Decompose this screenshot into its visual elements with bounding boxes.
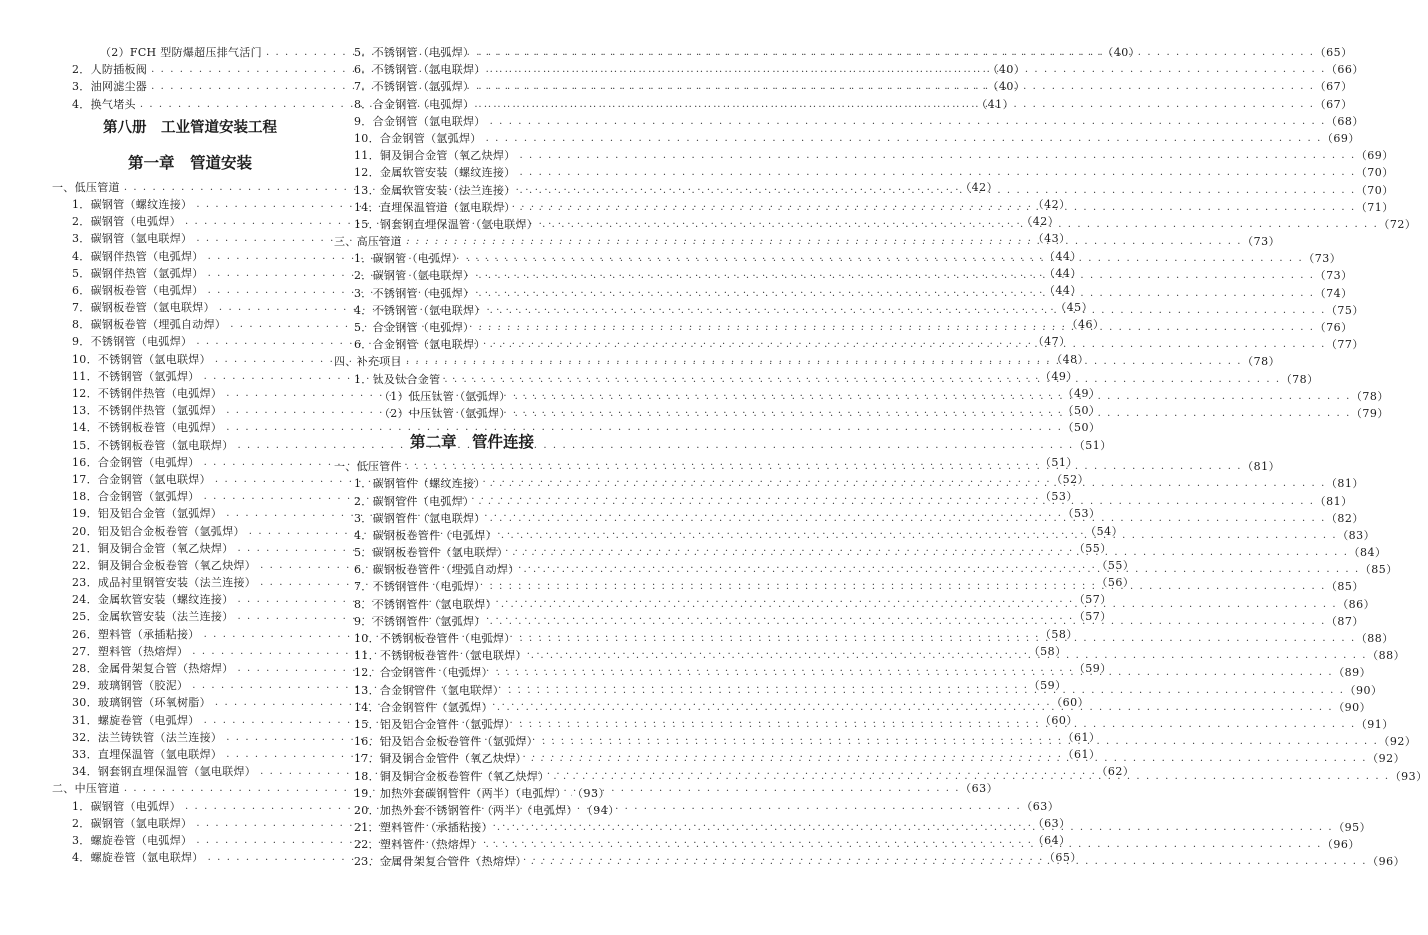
toc-entry-page: （78） [1280,372,1319,386]
toc-entry-page: （79） [1350,406,1389,420]
toc-dot-leader [520,182,1356,199]
toc-entry-label: 13．合金钢管件（氩电联焊） [354,683,505,697]
toc-entry-label: （2）FCH 型防爆超压排气活门 [100,46,262,59]
toc-dot-leader [520,164,1356,181]
toc-dot-leader [490,613,1326,630]
toc-entry [334,130,1360,147]
toc-entry-page: （41） [976,97,1015,111]
toc-entry-page: （65） [1043,851,1082,865]
toc-entry-page: （59） [1073,662,1112,675]
part-heading: 第八册 工业管道安装工程 [103,119,277,136]
toc-entry-page: （53） [1062,507,1101,521]
toc-entry-page: （55） [1073,541,1112,555]
toc-entry-page: （81） [1242,460,1281,474]
toc-entry [334,785,610,802]
toc-entry-label: 6．碳钢板卷管（电弧焊） [72,283,204,297]
toc-entry-label: 29．玻璃钢管（胶泥） [72,679,189,693]
toc-entry-page: （72） [1378,217,1417,231]
toc-dot-leader [490,113,1326,130]
toc-entry-label: 4．碳钢伴热管（电弧焊） [72,249,204,263]
toc-entry-label: 3．不锈钢管（电弧焊） [354,286,475,300]
toc-entry-page: （85） [1359,563,1398,577]
toc-entry-label: 7．不锈钢管件（电弧焊） [354,580,486,594]
toc-entry-page: （90） [1344,683,1383,697]
toc-entry-label: 20．加热外套不锈钢管件（两半）（电弧焊） [354,803,578,817]
toc-entry-page: （84） [1348,546,1387,560]
toc-entry-label: 11．铜及铜合金管（氧乙炔焊） [354,149,516,163]
toc-entry-label: 10．不锈钢管（氩电联焊） [72,352,211,366]
toc-entry-page: （40） [987,80,1026,94]
toc-entry-page: （67） [1314,97,1353,111]
toc-entry-page: （83） [1337,528,1376,542]
toc-entry-page: （42） [960,180,999,194]
toc-entry-label: 6．合金钢管（氩电联焊） [354,338,486,352]
toc-entry-label: 14．合金钢管件（氩弧焊） [354,700,493,714]
toc-entry-page: （55） [1096,558,1135,572]
toc-entry [334,802,620,819]
toc-dot-leader [515,388,1351,405]
chapter-heading: 第二章 管件连接 [409,433,534,452]
toc-entry-page: （85） [1325,580,1364,594]
toc-entry-page: （69） [1321,131,1360,145]
toc-entry-page: （43） [1032,232,1071,246]
toc-entry-page: （92） [1378,735,1417,749]
toc-entry [334,164,1394,181]
toc-entry-page: （90） [1333,700,1372,714]
toc-entry-page: （63） [960,782,999,796]
toc-entry-label: 5．合金钢管（电弧焊） [354,321,475,334]
toc-entry-label: 三、高压管道 [334,235,402,249]
toc-entry-page: （95） [1333,821,1372,835]
toc-entry-label: 1．碳钢管件（螺纹连接） [354,477,486,491]
toc-entry-page: （93） [572,786,610,800]
toc-entry-page: （60） [1051,696,1090,710]
toc-entry-label: 9．不锈钢管（电弧焊） [72,335,193,349]
toc-entry-label: 21．铜及铜合金管（氧乙炔焊） [72,541,234,555]
chapter-heading: 第一章 管道安装 [127,153,252,172]
toc-dot-leader [508,682,1344,699]
toc-dot-leader [542,733,1378,750]
toc-entry-page: （82） [1325,511,1364,525]
toc-entry-label: 25．金属软管安装（法兰连接） [72,610,234,624]
toc-entry-label: （1）低压钛管（氩弧焊） [379,389,511,403]
toc-entry-label: 7．碳钢板卷管（氩电联焊） [72,301,215,315]
toc-entry-page: （88） [1355,632,1394,645]
toc-entry-page: （78） [1242,355,1281,369]
toc-entry-label: 4．碳钢板卷管件（电弧焊） [354,528,497,542]
toc-dot-leader [490,510,1326,527]
toc-entry-page: （46） [1066,318,1105,332]
toc-entry-label: 12．不锈钢伴热管（电弧焊） [72,387,223,400]
toc-entry-label: 22．铜及铜合金板卷管（氧乙炔焊） [72,558,257,572]
toc-entry-label: 20．铝及铝合金板卷管（氩弧焊） [72,524,245,538]
toc-dot-leader [512,544,1348,561]
toc-entry-page: （69） [1355,149,1394,163]
toc-entry-label: 9．不锈钢管件（氩弧焊） [354,614,486,628]
toc-entry-label: 19．加热外套碳钢管件（两半）（电弧焊） [354,786,567,800]
toc-entry-label: 12．合金钢管件（电弧焊） [354,666,493,680]
toc-entry-label: 18．铜及铜合金板卷管件（氧乙炔焊） [354,769,550,783]
toc-entry-label: 5．不锈钢管（电弧焊） [354,46,475,59]
toc-entry-page: （51） [1073,438,1112,452]
toc-entry-page: （73） [1314,269,1353,283]
toc-entry-label: 21．塑料管件（承插粘接） [354,821,493,835]
toc-dot-leader [531,853,1367,870]
toc-entry-label: （2）中压钛管（氩弧焊） [379,406,511,420]
toc-dot-leader [486,836,1322,853]
toc-entry-page: （57） [1073,593,1112,607]
toc-entry-label: 13．不锈钢伴热管（氩弧焊） [72,404,223,418]
toc-entry-label: 12．金属软管安装（螺纹连接） [354,166,516,180]
toc-dot-leader [406,458,1242,475]
toc-entry-label: 17．合金钢管（氩电联焊） [72,472,211,486]
toc-entry-page: （50） [1062,421,1101,435]
toc-entry-page: （73） [1242,235,1281,249]
toc-entry-page: （45） [1055,301,1094,315]
toc-entry-label: 23．金属骨架复合管件（热熔焊） [354,855,527,869]
toc-entry [334,113,1364,130]
toc-entry-page: （61） [1062,747,1101,761]
toc-dot-leader [490,302,1326,319]
toc-entry-label: 1．钛及钛合金管 [354,372,441,386]
toc-entry-label: 13．金属软管安装（法兰连接） [354,183,516,197]
toc-entry [52,419,1101,436]
toc-entry-label: 28．金属骨架复合管（热熔焊） [72,662,234,675]
toc-dot-leader [520,199,1356,216]
toc-dot-leader [406,233,1242,250]
toc-dot-leader [444,371,1280,388]
toc-entry-label: 18．合金钢管（氩弧焊） [72,490,200,504]
toc-entry-label: 2．碳钢管（氩电联焊） [72,816,193,830]
toc-dot-leader [490,475,1326,492]
toc-entry-label: 11．不锈钢板卷管件（氩电联焊） [354,649,527,663]
toc-entry-label: 17．铜及铜合金管件（氧乙炔焊） [354,752,527,766]
toc-entry-label: 22．塑料管件（热熔焊） [354,838,482,852]
toc-entry-label: 2．碳钢管件（电弧焊） [354,494,475,508]
toc-dot-leader [478,78,1314,95]
toc-entry-label: 二、中压管道 [52,782,120,796]
toc-entry-page: （88） [1367,649,1406,663]
toc-entry-label: 34．钢套钢直埋保温管（氩电联焊） [72,765,257,779]
toc-entry-label: 4．换气堵头 [72,97,136,111]
toc-entry-label: 一、低压管件 [334,460,402,474]
toc-entry-label: 8．碳钢板卷管（埋弧自动焊） [72,318,227,332]
toc-entry-page: （96） [1321,838,1360,852]
toc-entry-label: 2．碳钢管（电弧焊） [72,215,181,229]
toc-entry-label: 8．合金钢管（电弧焊） [354,97,475,111]
toc-entry-page: （44） [1043,266,1082,280]
toc-entry-label: 14．直埋保温管道（氩电联焊） [354,200,516,214]
toc-entry-page: （67） [1314,80,1353,94]
toc-entry-label: 1．碳钢管（螺纹连接） [72,197,193,211]
toc-entry-label: 33．直埋保温管（氩电联焊） [72,747,223,761]
toc-dot-leader [531,647,1367,664]
toc-entry-page: （74） [1314,286,1353,300]
toc-entry-page: （51） [1039,455,1078,469]
toc-dot-leader [515,405,1351,422]
toc-entry-page: （56） [1096,576,1135,590]
toc-entry-page: （66） [1325,63,1364,77]
toc-entry-page: （42） [1021,215,1060,229]
toc-dot-leader [520,147,1356,164]
toc-entry-page: （40） [1102,46,1141,59]
toc-entry-page: （40） [987,63,1026,77]
toc-entry-label: 3．螺旋卷管（电弧焊） [72,833,193,847]
toc-entry-page: （50） [1062,404,1101,418]
toc-entry-page: （65） [1314,46,1353,59]
toc-entry-label: 1．碳钢管（电弧焊） [72,799,181,813]
toc-entry-label: 11．不锈钢管（氩弧焊） [72,369,200,383]
toc-entry-label: 3．碳钢管件（氩电联焊） [354,511,486,525]
toc-dot-leader [478,285,1314,302]
toc-entry-page: （58） [1028,644,1067,658]
toc-entry-label: 一、低压管道 [52,180,120,194]
toc-dot-leader [490,578,1326,595]
toc-entry-label: 19．铝及铝合金管（氩弧焊） [72,507,223,521]
toc-entry-page: （49） [1062,387,1101,400]
toc-entry-label: 10．合金钢管（氩弧焊） [354,131,482,145]
toc-entry-page: （92） [1367,752,1406,766]
toc-entry-page: （87） [1325,614,1364,628]
toc-entry-page: （54） [1085,524,1124,538]
toc-entry-page: （52） [1051,472,1090,486]
toc-entry-label: 四、补充项目 [334,355,402,369]
toc-entry-page: （71） [1355,200,1394,214]
toc-dot-leader [524,561,1360,578]
toc-entry-label: 5．碳钢板卷管件（氩电联焊） [354,546,509,560]
toc-dot-leader [478,267,1314,284]
toc-dot-leader [497,699,1333,716]
toc-dot-leader [531,750,1367,767]
toc-entry-label: 16．合金钢管（电弧焊） [72,455,200,469]
toc-entry-page: （47） [1032,335,1071,349]
toc-entry-label: 23．成品衬里钢管安装（法兰连接） [72,576,257,590]
toc-entry-label: 3．碳钢管（氩电联焊） [72,232,193,246]
toc-entry-label: 30．玻璃钢管（环氧树脂） [72,696,211,710]
toc-entry-label: 27．塑料管（热熔焊） [72,644,189,658]
toc-entry-page: （44） [1043,249,1082,263]
toc-entry-label: 32．法兰铸铁管（法兰连接） [72,730,223,744]
toc-entry-page: （75） [1325,303,1364,317]
toc-entry-page: （81） [1314,494,1353,508]
toc-dot-leader [478,44,1314,61]
toc-dot-leader [490,61,1326,78]
toc-entry-page: （68） [1325,114,1364,128]
toc-dot-leader [501,527,1337,544]
toc-entry-page: （61） [1062,730,1101,744]
toc-entry-label: 14．不锈钢板卷管（电弧焊） [72,421,223,435]
toc-dot-leader [520,716,1356,733]
toc-dot-leader [501,596,1337,613]
toc-entry-page: （62） [1096,765,1135,779]
toc-entry-label: 6．碳钢板卷管件（埋弧自动焊） [354,563,520,577]
toc-entry [334,147,1394,164]
toc-entry-page: （77） [1325,338,1364,352]
toc-entry-page: （76） [1314,321,1353,334]
toc-dot-leader [553,768,1389,785]
toc-entry-label: 10．不锈钢板卷管件（电弧焊） [354,632,516,645]
toc-entry-page: （89） [1333,666,1372,680]
toc-entry-label: 15．铝及铝合金管件（氩弧焊） [354,717,516,731]
toc-entry-label: 2．人防插板阀 [72,63,148,77]
toc-entry-page: （73） [1303,252,1342,266]
toc-entry-label: 16．铝及铝合金板卷管件（氩弧焊） [354,735,539,749]
toc-dot-leader [520,630,1356,647]
toc-entry-label: 8．不锈钢管件（氩电联焊） [354,597,497,611]
toc-entry-page: （86） [1337,597,1376,611]
toc-entry-page: （91） [1355,717,1394,731]
toc-dot-leader [478,319,1314,336]
toc-entry-page: （64） [1032,833,1071,847]
toc-entry-page: （63） [1032,816,1071,830]
toc-entry-label: 24．金属软管安装（螺纹连接） [72,593,234,607]
toc-entry-label: 4．螺旋卷管（氩电联焊） [72,851,204,865]
toc-dot-leader [478,493,1314,510]
toc-entry-page: （49） [1039,369,1078,383]
toc-dot-leader [542,216,1378,233]
toc-entry-page: （59） [1028,679,1067,693]
toc-entry-label: 1．碳钢管（电弧焊） [354,252,463,266]
toc-dot-leader [406,353,1242,370]
toc-entry-page: （44） [1043,283,1082,297]
toc-entry-page: （81） [1325,477,1364,491]
toc-entry-label: 5．碳钢伴热管（氩弧焊） [72,266,204,280]
toc-entry-page: （48） [1051,352,1090,366]
toc-entry-page: （42） [1032,197,1071,211]
toc-entry-label: 31．螺旋卷管（电弧焊） [72,713,200,727]
toc-entry-label: 9．合金钢管（氩电联焊） [354,114,486,128]
toc-entry-page: （53） [1039,490,1078,504]
toc-entry-page: （63） [1021,799,1060,813]
toc-dot-leader [497,664,1333,681]
toc-entry-page: （70） [1355,183,1394,197]
toc-entry-page: （93） [1389,769,1428,783]
toc-entry-label: 3．油网滤尘器 [72,80,148,94]
toc-dot-leader [490,336,1326,353]
toc-entry-page: （57） [1073,610,1112,624]
toc-entry-page: （94） [581,803,620,817]
toc-entry-label: 26．塑料管（承插粘接） [72,627,200,641]
toc-entry-page: （78） [1350,389,1389,403]
toc-entry-label: 4．不锈钢管（氩电联焊） [354,303,486,317]
toc-entry-page: （58） [1039,627,1078,641]
toc-entry-label: 15．不锈钢板卷管（氩电联焊） [72,438,234,452]
toc-dot-leader [497,819,1333,836]
toc-dot-leader [486,130,1322,147]
toc-entry-label: 2．碳钢管（氩电联焊） [354,269,475,283]
toc-dot-leader [467,250,1303,267]
toc-entry-label: 7．不锈钢管（氩弧焊） [354,80,475,94]
toc-entry-label: 6．不锈钢管（氩电联焊） [354,63,486,77]
toc-entry-page: （96） [1367,855,1406,869]
toc-entry-page: （70） [1355,166,1394,180]
toc-entry-page: （60） [1039,713,1078,727]
toc-entry-label: 15．钢套钢直埋保温管（氩电联焊） [354,217,539,231]
toc-dot-leader [478,96,1314,113]
